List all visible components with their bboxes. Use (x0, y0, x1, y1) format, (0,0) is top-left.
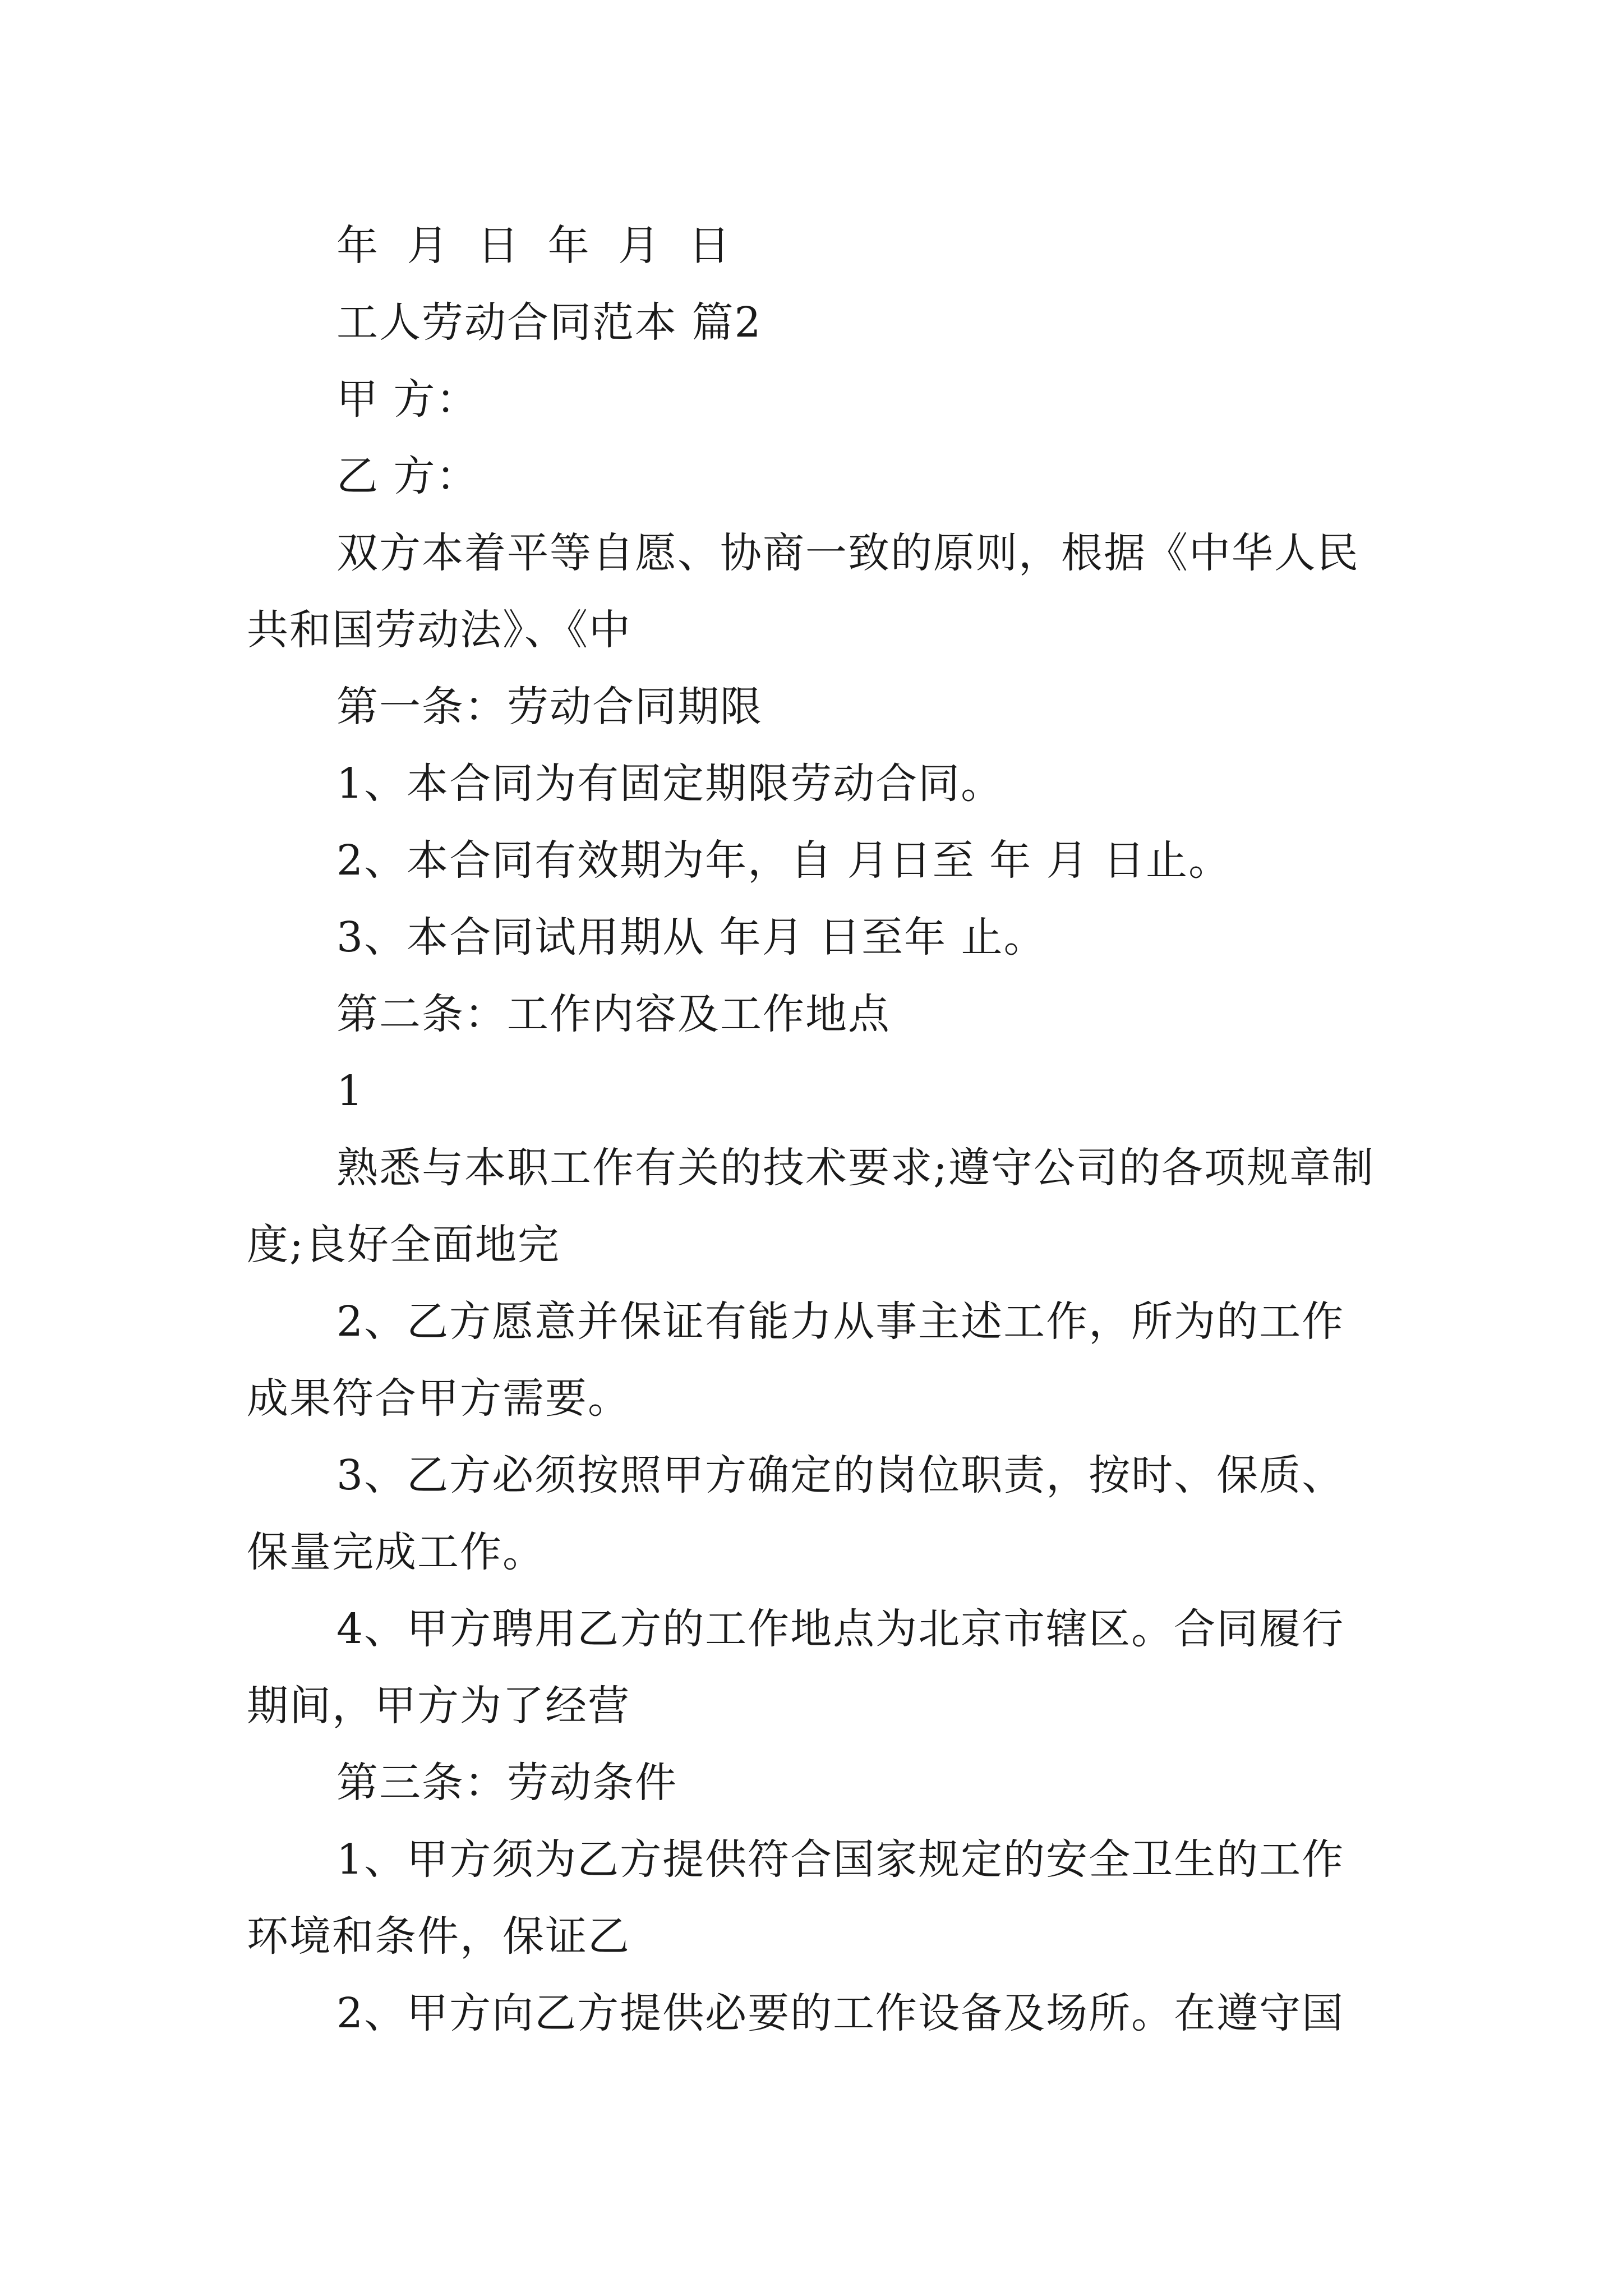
article-heading: 第二条：工作内容及工作地点 (336, 990, 891, 1038)
article-heading: 第三条：劳动条件 (336, 1759, 677, 1807)
party-b-line: 乙 方： (336, 452, 479, 500)
clause-paragraph: 2、乙方愿意并保证有能力从事主述工作，所为的工作成果符合甲方需要。 (247, 1297, 1345, 1423)
document-body (247, 208, 1385, 2052)
clause-number: 1 (336, 1067, 365, 1115)
date-line: 年 月 日 年 月 日 (336, 222, 738, 270)
article-heading: 第一条：劳动合同期限 (336, 683, 763, 731)
clause-paragraph: 4、甲方聘用乙方的工作地点为北京市辖区。合同履行期间，甲方为了经营 (247, 1605, 1345, 1730)
clause-paragraph: 3、本合同试用期从 年月 日至年 止。 (336, 913, 1046, 961)
clause-paragraph: 3、乙方必须按照甲方确定的岗位职责，按时、保质、保量完成工作。 (247, 1451, 1345, 1576)
clause-paragraph: 2、甲方向乙方提供必要的工作设备及场所。在遵守国 (336, 1989, 1345, 2037)
party-a-line: 甲 方： (336, 375, 479, 424)
clause-paragraph: 熟悉与本职工作有关的技术要求;遵守公司的各项规章制度;良好全面地完 (247, 1144, 1375, 1269)
clause-paragraph: 1、甲方须为乙方提供符合国家规定的安全卫生的工作环境和条件，保证乙 (247, 1835, 1345, 1961)
clause-paragraph: 2、本合同有效期为年，自 月日至 年 月 日止。 (336, 836, 1232, 885)
clause-paragraph: 1、本合同为有固定期限劳动合同。 (336, 760, 1004, 808)
section-title: 工人劳动合同范本 篇2 (336, 298, 762, 347)
preamble-paragraph: 双方本着平等自愿、协商一致的原则，根据《中华人民共和国劳动法》、《中 (247, 529, 1359, 654)
